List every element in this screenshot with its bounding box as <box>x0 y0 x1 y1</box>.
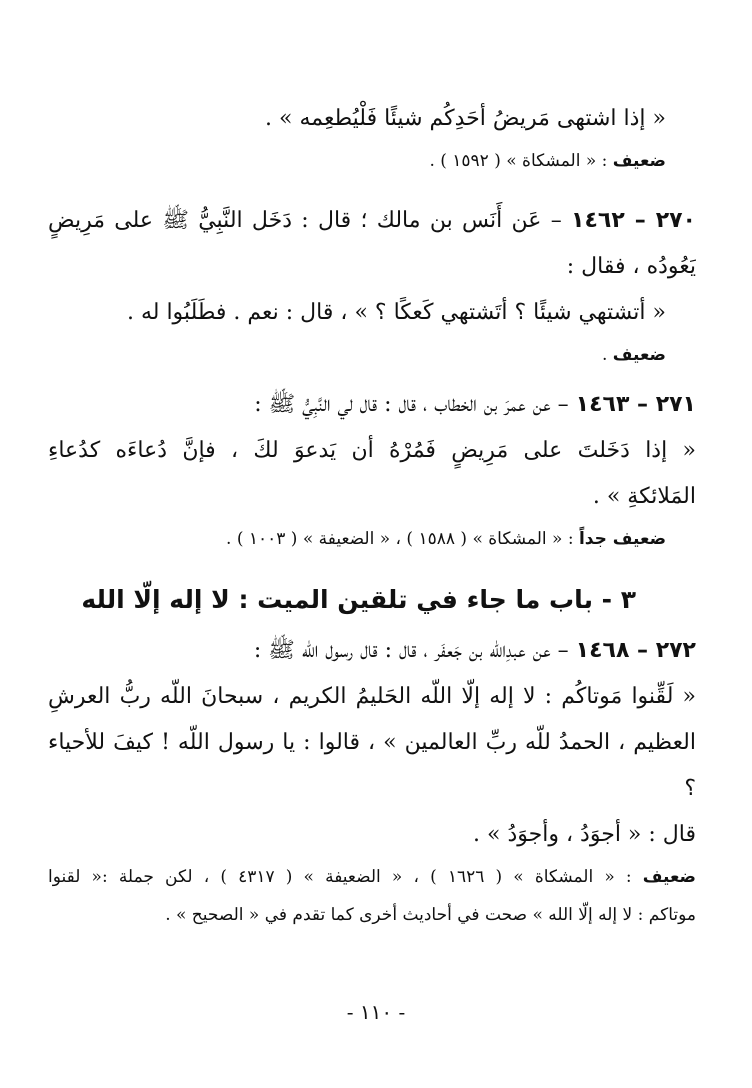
hadith-number: ٢٧٠ – ١٤٦٢ <box>571 208 696 233</box>
page-body <box>48 96 696 934</box>
hadith-text-line: العظيم ، الحمدُ للّه ربِّ العالمين » ، قالوا : يا رسول اللّه ! كيفَ للأحياء ؟ <box>48 730 696 801</box>
grading-line <box>48 520 696 558</box>
page-number: - ١١٠ - <box>346 1000 406 1024</box>
hadith-narration: – عن عمرَ بن الخطاب ، قال : قال لي النَّبِيُّ ﷺ : <box>254 392 569 417</box>
hadith-header-272 <box>48 628 696 674</box>
hadith-text-line: « أتشتهي شيئًا ؟ أتَشتهي كَعكًا ؟ » ، قال : نعم . فطَلَبُوا له . <box>126 300 666 325</box>
hadith-text-line: « إذا دَخَلتَ على مَرِيضٍ فَمُرْهُ أن يَدعوَ لكَ ، فإنَّ دُعاءَه كدُعاءِ <box>48 438 696 463</box>
hadith-number: ٢٧١ – ١٤٦٣ <box>575 392 696 417</box>
grading-line <box>48 142 696 180</box>
grading-reference: : « المشكاة » ( ١٥٩٢ ) . <box>429 151 608 171</box>
chapter-heading: ٣ - باب ما جاء في تلقين الميت : لا إله إلّا الله <box>81 585 636 614</box>
hadith-number: ٢٧٢ – ١٤٦٨ <box>575 638 696 663</box>
grading-line: ضعيف . <box>601 345 666 365</box>
hadith-header-270 <box>48 198 696 244</box>
grading-reference: : « المشكاة » ( ١٦٢٦ ) ، « الضعيفة » ( ٤٣١٧ ) ، لكن جملة :« لقنوا <box>48 867 632 887</box>
grading-label: ضعيف <box>612 151 666 171</box>
hadith-text-line: « إذا اشتهى مَريضُ أحَدِكُم شيئًا فَلْيُطعِمه » . <box>265 106 666 131</box>
grading-label: ضعيف <box>612 345 666 365</box>
grading-reference: : « المشكاة » ( ١٥٨٨ ) ، « الضعيفة » ( ١٠٠٣ ) . <box>226 529 574 549</box>
grading-label: ضعيف جداً <box>578 529 666 549</box>
hadith-text-line: قال : « أجوَدُ ، وأجوَدُ » . <box>473 822 696 847</box>
grading-line <box>48 858 696 896</box>
hadith-narration: – عن عبدِالله بن جَعفَر ، قال : قال رسول الله ﷺ : <box>253 638 569 663</box>
hadith-text-line: المَلائكةِ » . <box>592 484 696 509</box>
hadith-narration-continued: يَعُودُه ، فقال : <box>566 254 696 279</box>
grading-label: ضعيف <box>642 867 696 887</box>
hadith-narration: – عَن أَنَس بن مالك ؛ قال : دَخَل النَّبِيُّ ﷺ على مَرِيضٍ <box>48 208 562 233</box>
hadith-text-line: « لَقِّنوا مَوتاكُم : لا إله إلّا اللّه الحَليمُ الكريم ، سبحانَ اللّه ربُّ العرشِ <box>48 684 696 709</box>
grading-note-line: موتاكم : لا إله إلّا الله » صحت في أحاديث أخرى كما تقدم في « الصحيح » . <box>165 905 696 925</box>
hadith-header-271 <box>48 382 696 428</box>
